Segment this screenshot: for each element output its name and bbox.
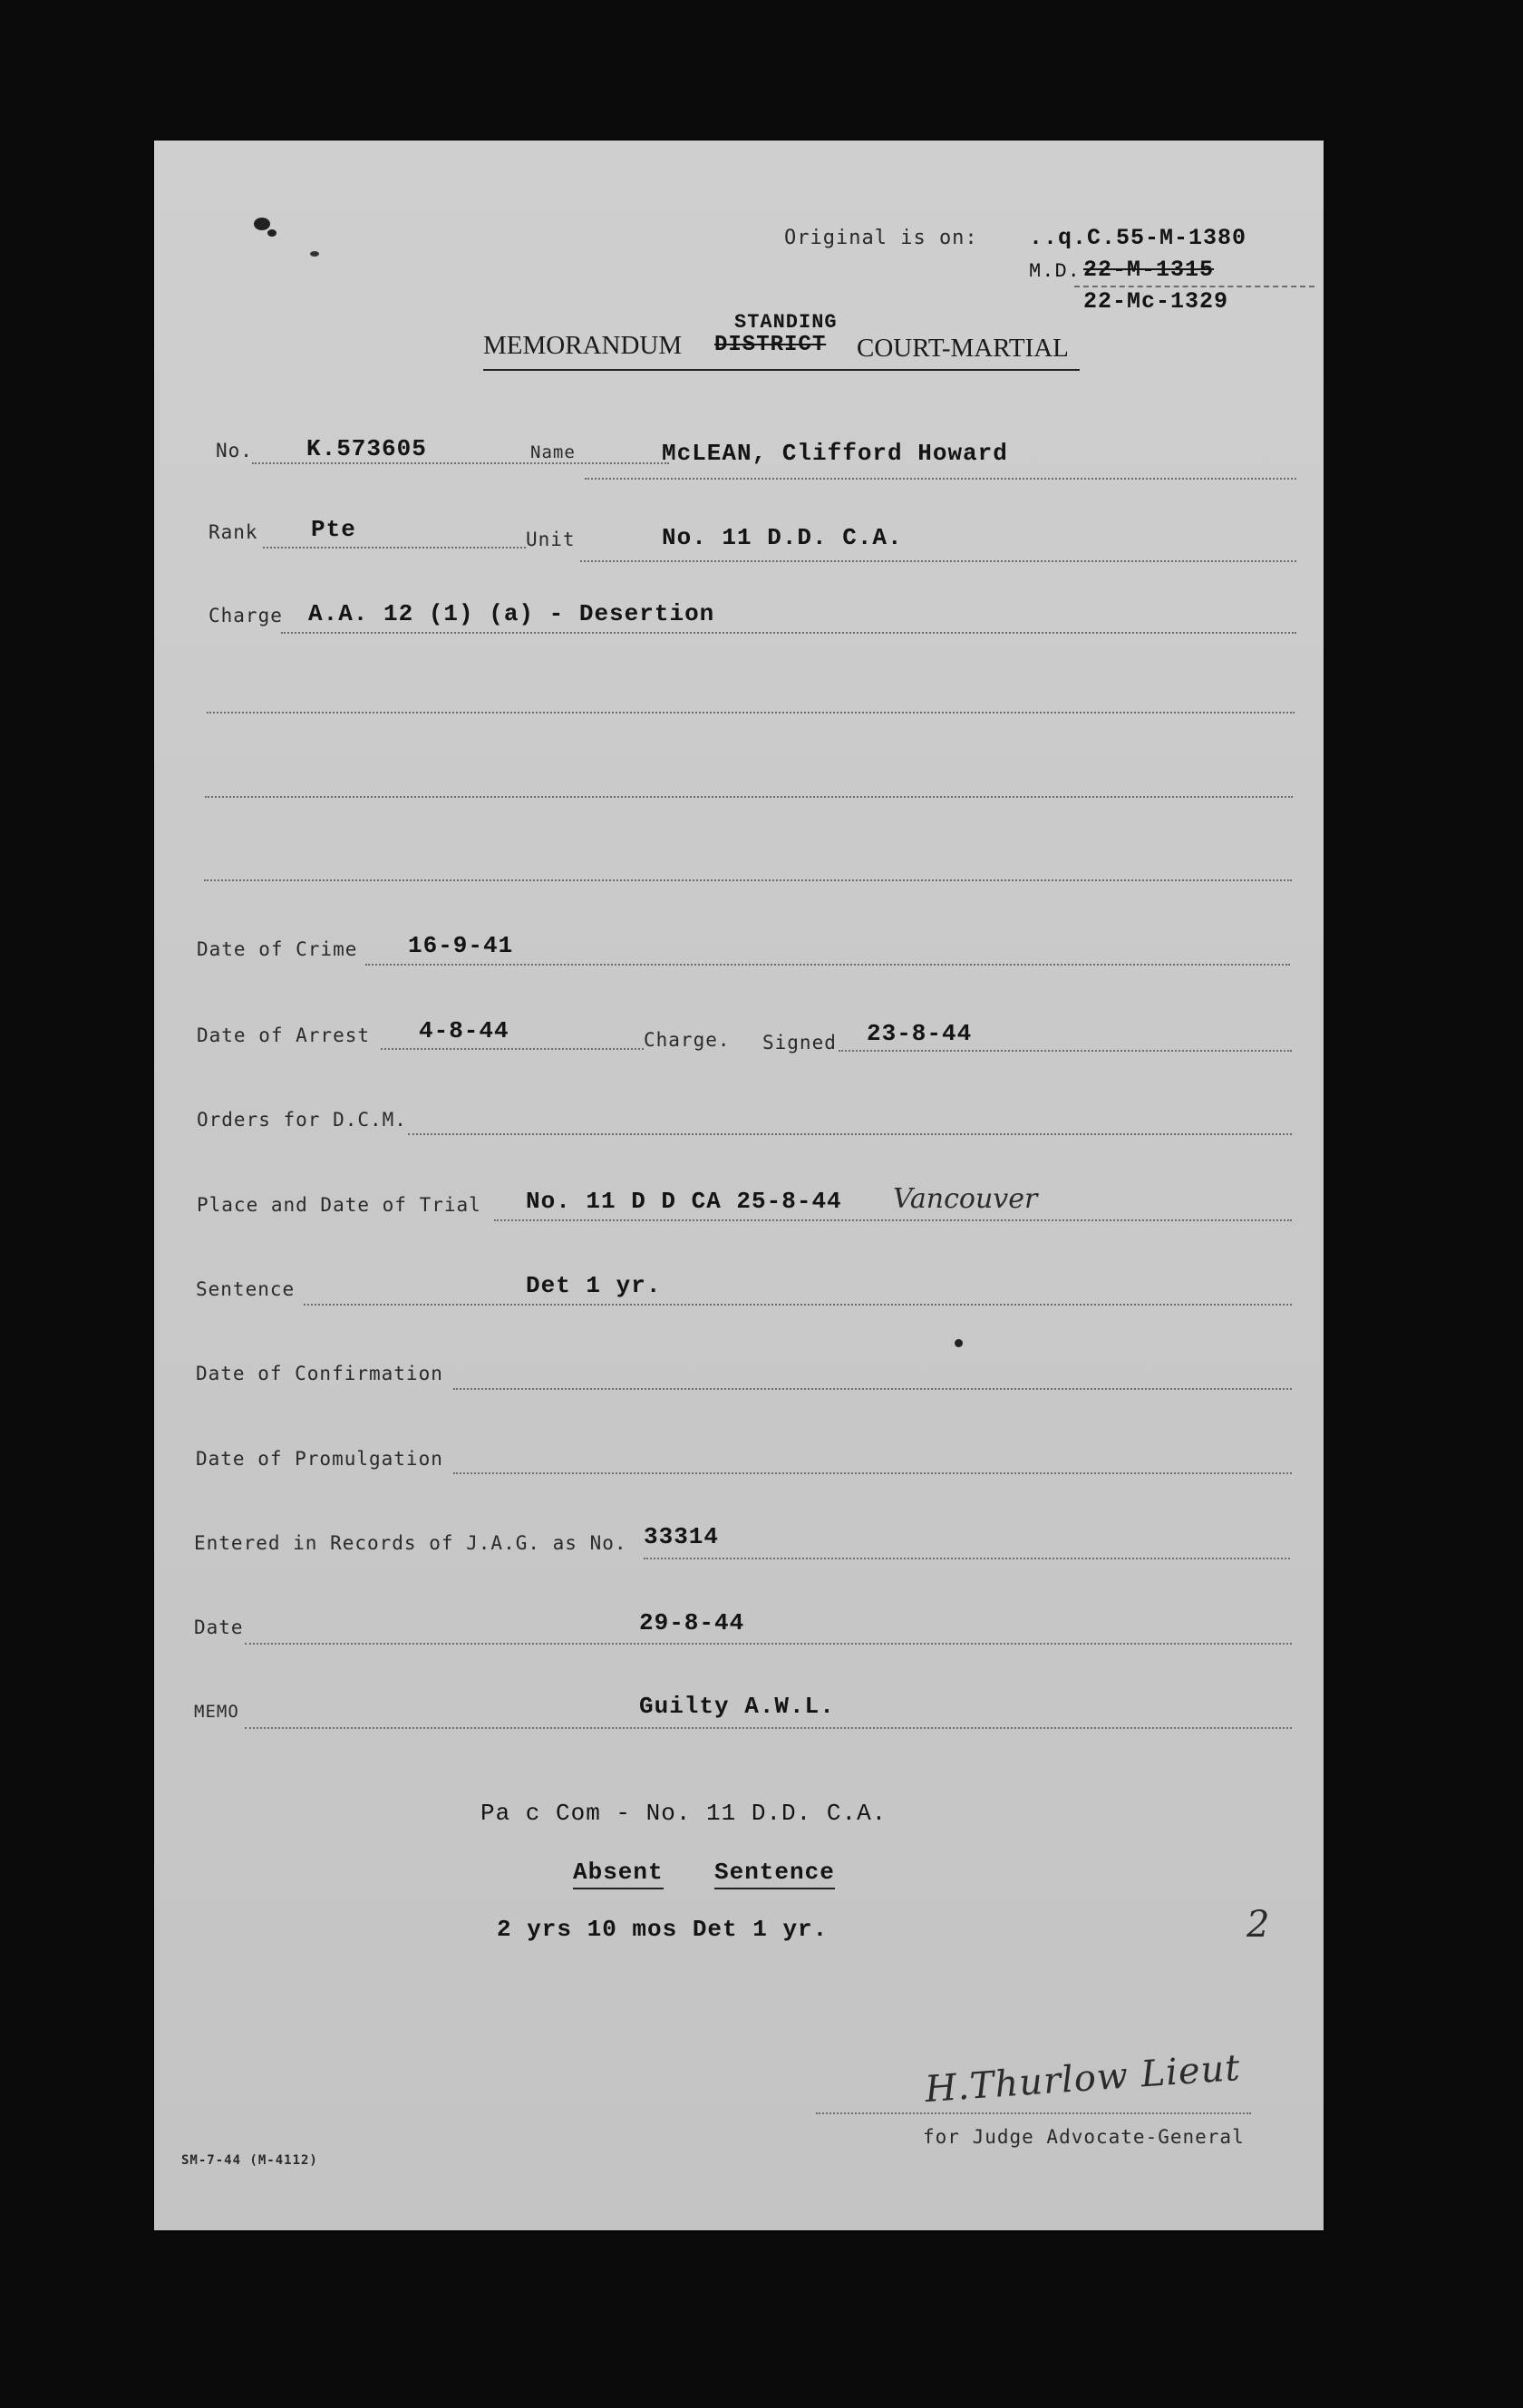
date-label: Date [194, 1617, 244, 1638]
footer-sentence: Sentence [714, 1859, 835, 1889]
charge-signed-label: Charge. [644, 1029, 731, 1051]
orders-label: Orders for D.C.M. [197, 1109, 407, 1131]
memo-value: Guilty A.W.L. [639, 1693, 835, 1720]
name-label: Name [530, 442, 576, 462]
footer-note-line1: Pa c Com - No. 11 D.D. C.A. [480, 1800, 888, 1827]
footer-absent: Absent [573, 1859, 664, 1889]
confirmation-label: Date of Confirmation [196, 1363, 443, 1384]
original-ref: ..q.C.55-M-1380 [1029, 225, 1247, 251]
signed-value: 23-8-44 [867, 1020, 973, 1047]
md-prefix: M.D. [1029, 260, 1081, 283]
form-code: SM-7-44 (M-4112) [181, 2153, 318, 2168]
charge-line-2 [207, 712, 1295, 714]
ink-speck [254, 218, 270, 230]
name-value: McLEAN, Clifford Howard [662, 440, 1008, 467]
trial-handwritten: Vancouver [893, 1183, 1038, 1215]
signature: H.Thurlow Lieut [923, 2046, 1242, 2112]
date-value: 29-8-44 [639, 1609, 745, 1636]
signed-label: Signed [762, 1032, 837, 1054]
trial-label: Place and Date of Trial [197, 1194, 481, 1216]
no-value: K.573605 [306, 435, 427, 462]
charge-line-3 [205, 796, 1293, 798]
unit-value: No. 11 D.D. C.A. [662, 524, 903, 551]
unit-label: Unit [526, 529, 576, 550]
title-struck: DISTRICT [714, 333, 827, 357]
date-of-arrest-value: 4-8-44 [419, 1017, 509, 1044]
sentence-label: Sentence [196, 1278, 296, 1300]
rank-value: Pte [311, 516, 356, 543]
md-ref-struck: 22-M-1315 [1083, 257, 1215, 283]
ink-speck [267, 229, 276, 237]
footer-note-line3: 2 yrs 10 mos Det 1 yr. [497, 1916, 829, 1943]
promulgation-label: Date of Promulgation [196, 1448, 443, 1470]
memorandum-form [154, 141, 1324, 2230]
margin-mark: 2 [1247, 1904, 1270, 1946]
title-court-martial: COURT-MARTIAL [857, 334, 1069, 363]
signature-caption: for Judge Advocate-General [923, 2126, 1245, 2148]
sentence-value: Det 1 yr. [526, 1272, 662, 1299]
title-inserted: STANDING [734, 311, 838, 334]
date-of-arrest-label: Date of Arrest [197, 1024, 371, 1046]
charge-value: A.A. 12 (1) (a) - Desertion [308, 600, 715, 627]
entered-label: Entered in Records of J.A.G. as No. [194, 1532, 627, 1554]
charge-label: Charge [209, 605, 283, 626]
title-underline [483, 369, 1080, 371]
entered-value: 33314 [644, 1523, 720, 1550]
charge-line-4 [204, 879, 1292, 881]
date-of-crime-label: Date of Crime [197, 938, 358, 960]
title-memorandum: MEMORANDUM [483, 331, 683, 360]
ref-2: 22-Mc-1329 [1083, 288, 1229, 315]
original-label: Original is on: [784, 227, 978, 249]
trial-value: No. 11 D D CA 25-8-44 [526, 1188, 842, 1215]
memo-label: MEMO [194, 1702, 239, 1722]
date-of-crime-value: 16-9-41 [408, 932, 514, 959]
rank-label: Rank [209, 521, 258, 543]
ink-dot [955, 1339, 963, 1347]
ink-speck [310, 251, 319, 257]
no-label: No. [216, 440, 253, 461]
